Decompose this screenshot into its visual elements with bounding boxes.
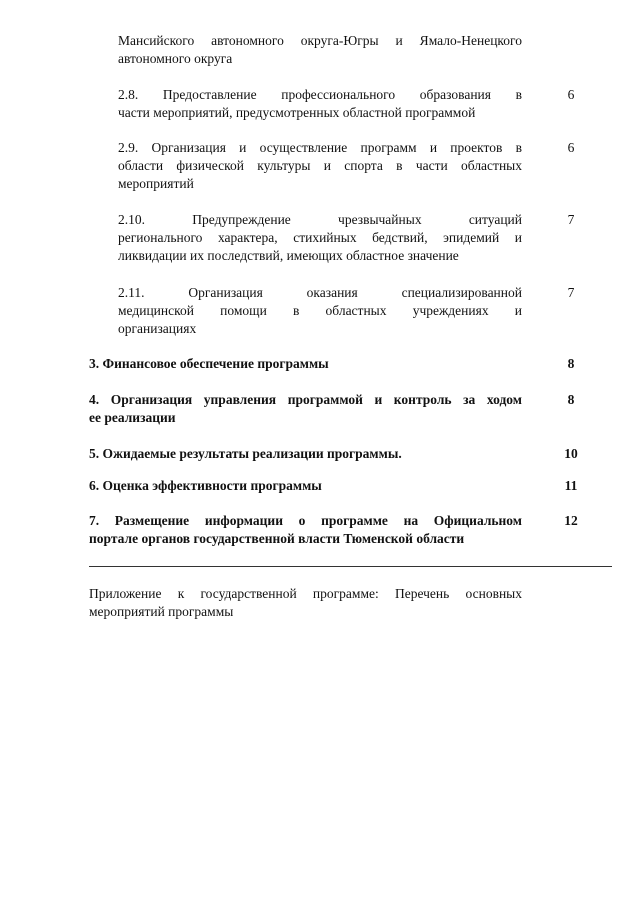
- toc-entry-line: медицинской помощи в областных учреждениях и: [118, 303, 522, 318]
- toc-entry-line: мероприятий: [118, 176, 194, 191]
- toc-section-title: [89, 355, 522, 373]
- toc-section-title: [89, 445, 522, 463]
- toc-section-line: 4. Организация управления программой и контроль за ходом: [89, 392, 522, 407]
- toc-page-number: 8: [567, 356, 575, 371]
- toc-page-number: 6: [567, 87, 575, 102]
- toc-entry-title: [118, 139, 522, 193]
- toc-page-number: 10: [564, 446, 578, 461]
- toc-entry-title: [118, 284, 522, 338]
- continuation-line: автономного округа: [118, 51, 233, 66]
- toc-section-title: [89, 391, 522, 427]
- toc-entry-line: 2.8. Предоставление профессионального образования в: [118, 87, 522, 102]
- toc-entry-line: 2.9. Организация и осуществление программ и проектов в: [118, 140, 522, 155]
- toc-page-number: 6: [567, 140, 575, 155]
- toc-page-number: 12: [564, 513, 578, 528]
- toc-page-number: 11: [564, 478, 578, 493]
- appendix-line: мероприятий программы: [89, 604, 234, 619]
- toc-page-number: 8: [567, 392, 575, 407]
- continuation-line: Мансийского автономного округа-Югры и Ямало-Ненецкого: [118, 33, 522, 48]
- toc-section-line: 3. Финансовое обеспечение программы: [89, 356, 329, 371]
- toc-entry-line: организациях: [118, 321, 197, 336]
- toc-entry-line: регионального характера, стихийных бедствий, эпидемий и: [118, 230, 522, 245]
- toc-entry-line: части мероприятий, предусмотренных областной программой: [118, 105, 476, 120]
- horizontal-divider: [89, 566, 612, 567]
- toc-entry-line: области физической культуры и спорта в части областных: [118, 158, 522, 173]
- toc-entry-line: 2.10. Предупреждение чрезвычайных ситуаций: [118, 212, 522, 227]
- toc-section-line: 7. Размещение информации о программе на Официальном: [89, 513, 522, 528]
- toc-entry-title: [118, 86, 522, 122]
- continuation-text: [118, 32, 522, 68]
- toc-section-line: 6. Оценка эффективности программы: [89, 478, 322, 493]
- toc-section-line: ее реализации: [89, 410, 176, 425]
- toc-page-number: 7: [567, 285, 575, 300]
- appendix-line: Приложение к государственной программе: Перечень основных: [89, 586, 522, 601]
- toc-entry-line: ликвидации их последствий, имеющих областное значение: [118, 248, 459, 263]
- toc-entry-title: [118, 211, 522, 265]
- toc-entry-line: 2.11. Организация оказания специализированной: [118, 285, 522, 300]
- appendix-note: [89, 585, 522, 621]
- toc-section-line: портале органов государственной власти Тюменской области: [89, 531, 465, 546]
- toc-page-number: 7: [567, 212, 575, 227]
- toc-section-title: [89, 477, 522, 495]
- toc-section-title: [89, 512, 522, 548]
- toc-section-line: 5. Ожидаемые результаты реализации программы.: [89, 446, 402, 461]
